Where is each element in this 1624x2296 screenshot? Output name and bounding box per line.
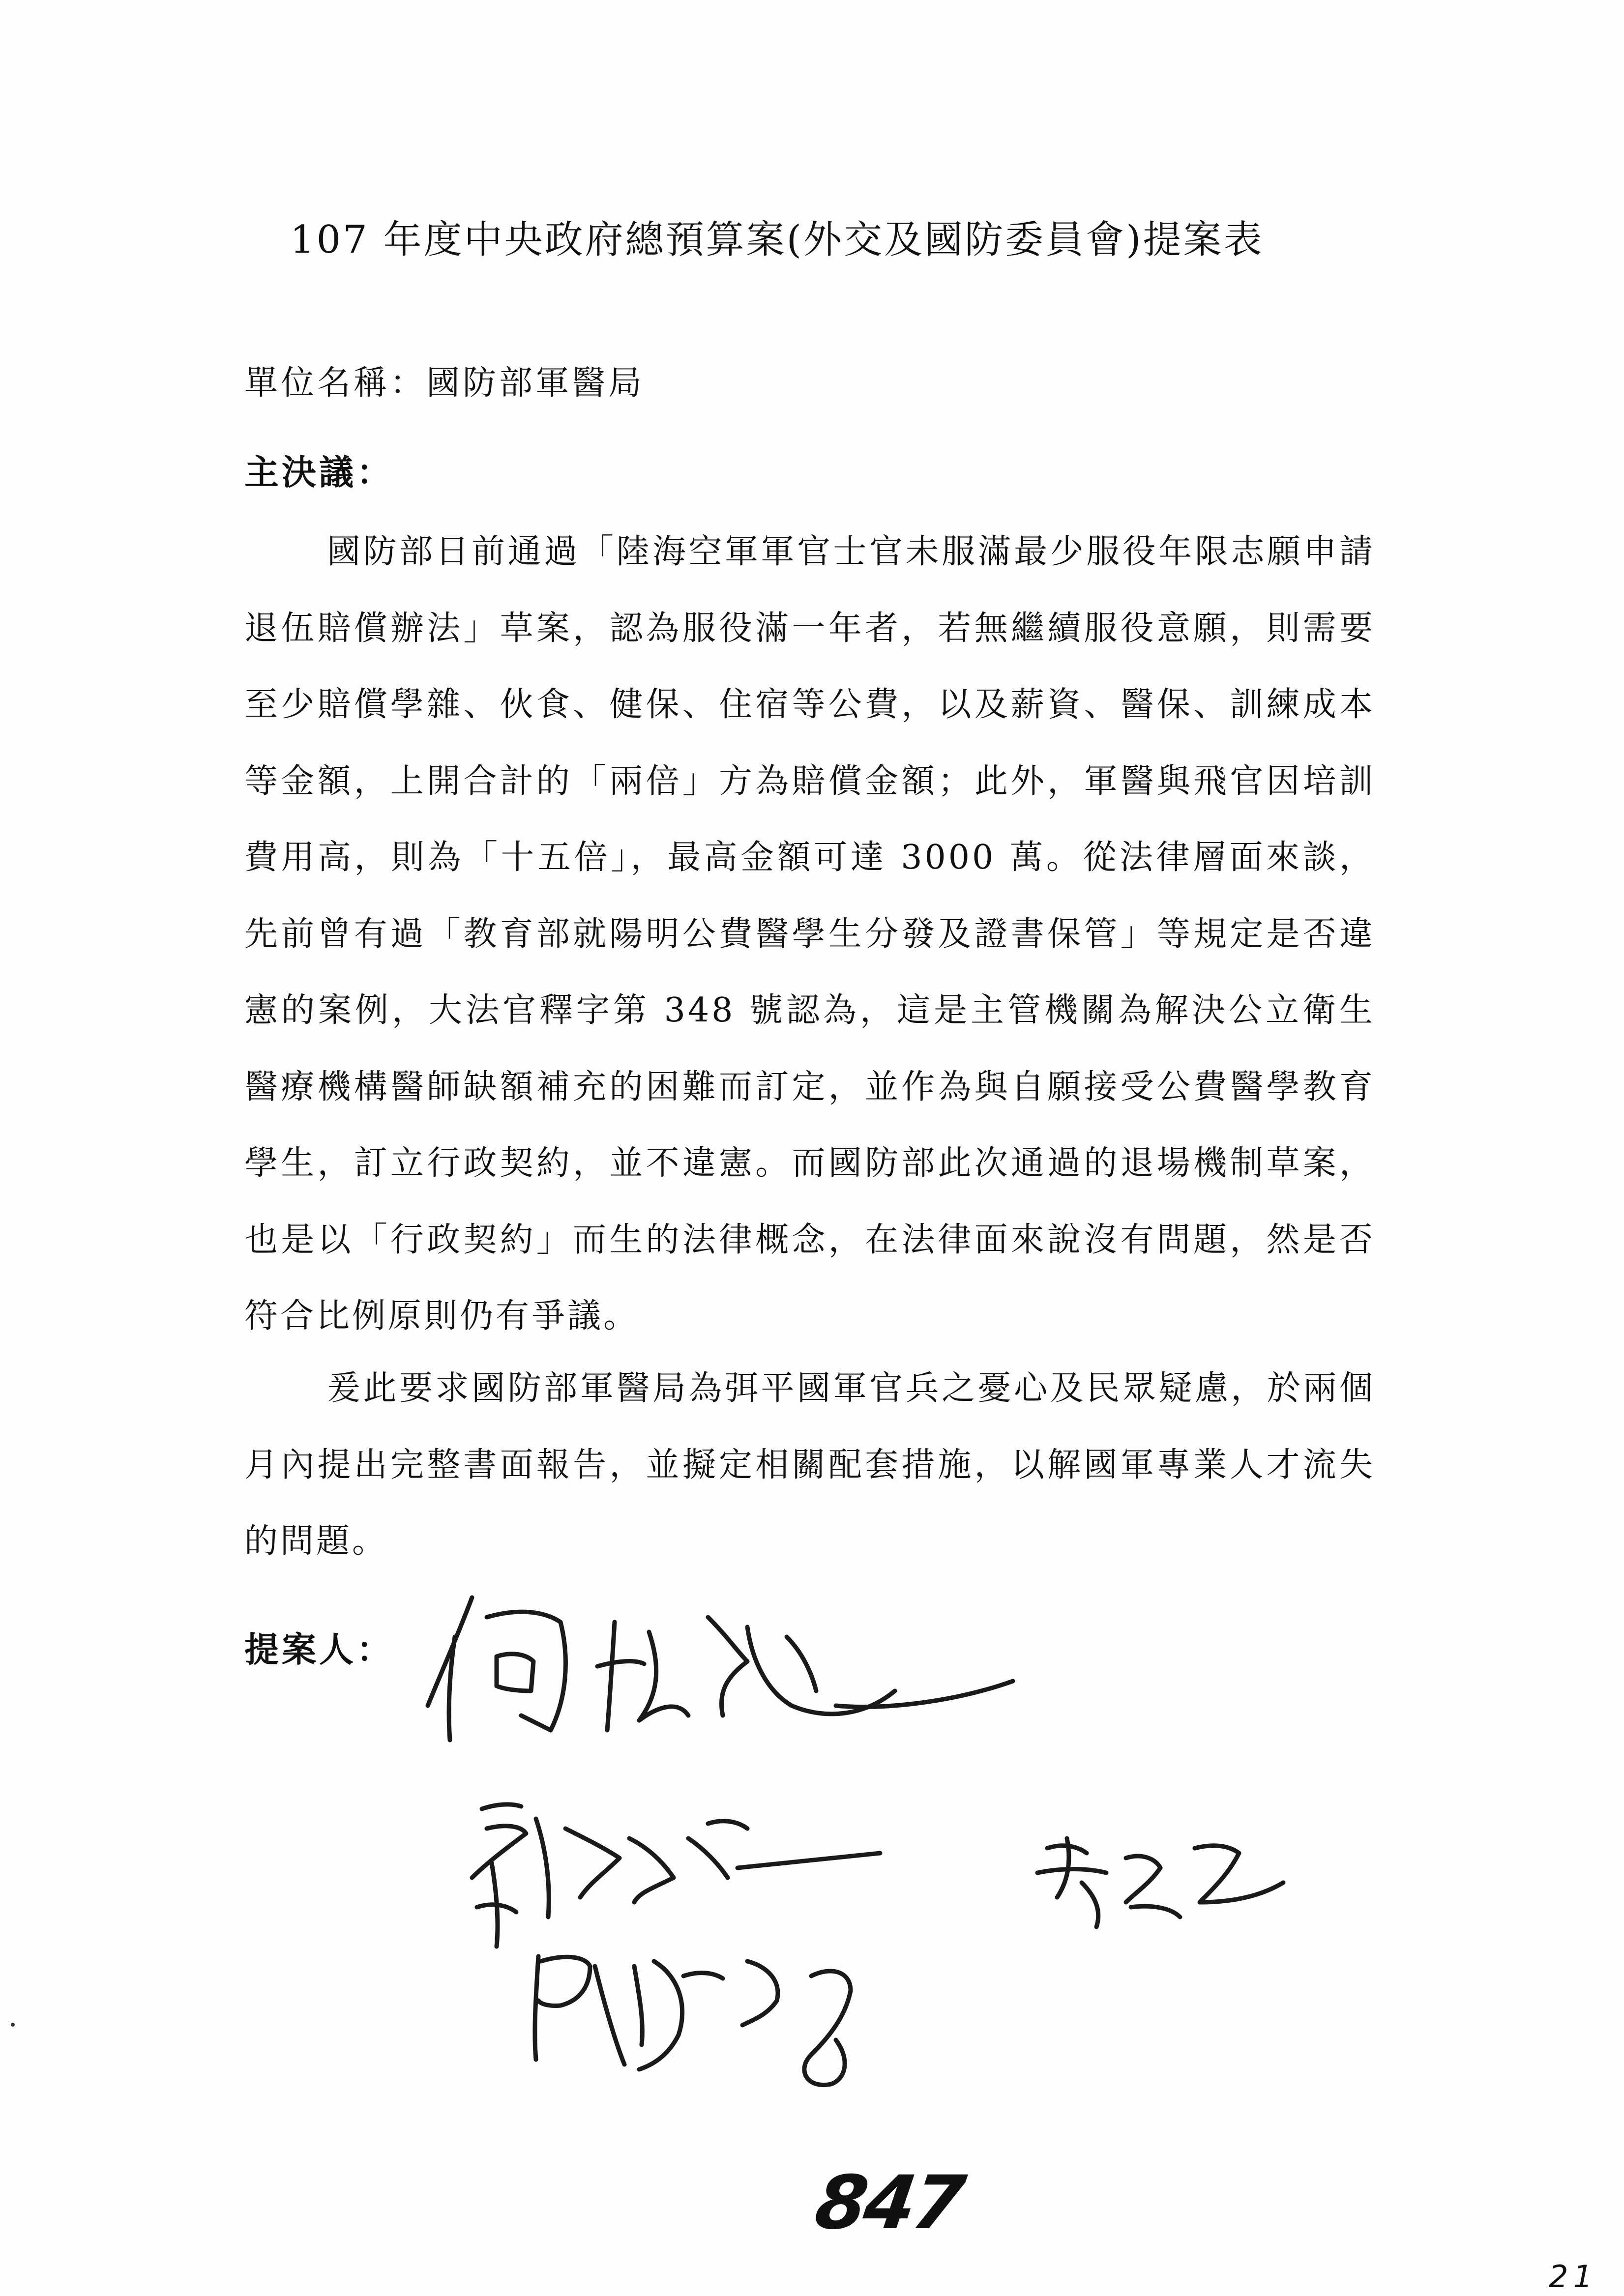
resolution-paragraph-2: 爰此要求國防部軍醫局為弭平國軍官兵之憂心及民眾疑慮，於兩個月內提出完整書面報告，並擬定相關配套措施，以解國軍專業人才流失的問題。 [244, 1369, 1375, 1561]
signature-1 [428, 1598, 1013, 1740]
resolution-paragraph-1: 國防部日前通過「陸海空軍軍官士官未服滿最少服役年限志願申請退伍賠償辦法」草案，認為服役滿一年者，若無繼續服役意願，則需要至少賠償學雜、伙食、健保、住宿等公費，以及薪資、醫保、訓練成本等金額，上開合計的「兩倍」方為賠償金額；此外，軍醫與飛官因培訓費用高，則為「十五倍」，最高金額可達 3000 萬。從法律層面來談，先前曾有過「教育部就陽明公費醫學生分發及證書保管」等規定是否違憲的案例，大法官釋字第 348 號認為，這是主管機關為解決公立衛生醫療機構醫師缺額補充的困難而訂定，並作為與自願接受公費醫學教育學生，訂立行政契約，並不違憲。而國防部此次通過的退場機制草案，也是以「行政契約」而生的法律概念，在法律面來說沒有問題，然是否符合比例原則仍有爭議。 [244, 532, 1375, 1336]
proposer-label: 提案人： [244, 1629, 394, 1670]
unit-name-line: 單位名稱：國防部軍醫局 [244, 364, 645, 403]
main-resolution-heading: 主決議： [244, 452, 394, 493]
signature-4 [535, 1956, 851, 2085]
signature-3 [1037, 1838, 1283, 1927]
corner-page-mark: 21 [1549, 2259, 1597, 2295]
handwritten-page-number: 847 [810, 2160, 968, 2246]
document-title: 107 年度中央政府總預算案(外交及國防委員會)提案表 [290, 218, 1264, 262]
scan-speck [11, 2023, 15, 2027]
signature-2 [472, 1804, 880, 1947]
